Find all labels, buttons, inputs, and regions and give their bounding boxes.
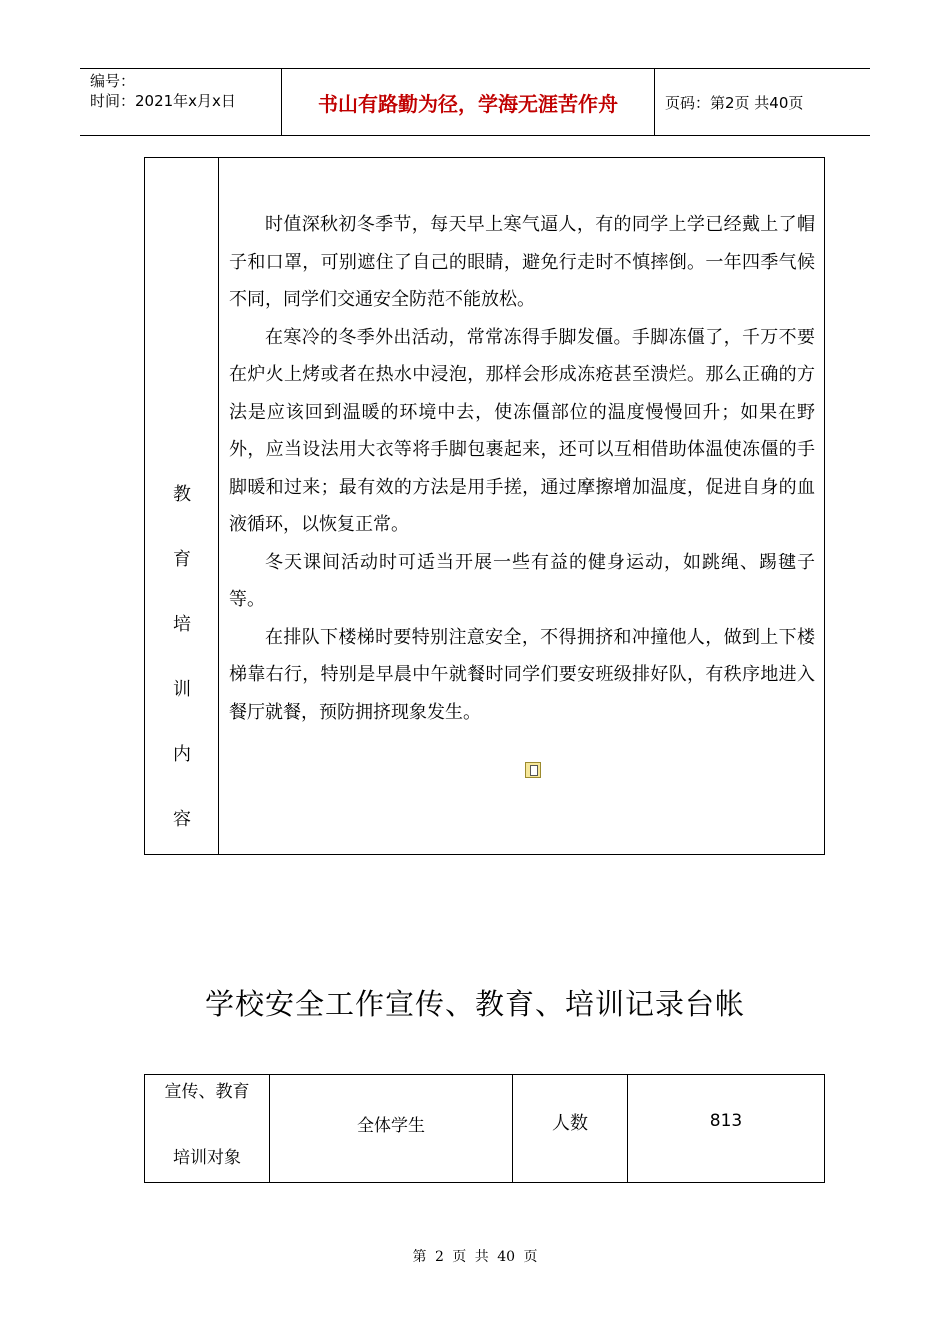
content-paragraph: 时值深秋初冬季节，每天早上寒气逼人，有的同学上学已经戴上了帽子和口罩，可别遮住了自己的眼睛，避免行走时不慎摔倒。一年四季气候不同，同学们交通安全防范不能放松。 (229, 214, 815, 310)
content-paragraph: 冬天课间活动时可适当开展一些有益的健身运动，如跳绳、踢毽子等。 (229, 551, 815, 610)
page-footer: 第 2 页 共 40 页 (412, 1249, 538, 1265)
target-label-line2: 培训对象 (173, 1148, 241, 1168)
document-date: 时间：2021年x月x日 (90, 92, 236, 110)
label-char: 内 (173, 744, 191, 765)
target-label-cell (145, 1075, 270, 1182)
training-content-label-column (145, 158, 219, 854)
target-value: 全体学生 (357, 1116, 425, 1136)
target-label-line1: 宣传、教育 (164, 1082, 250, 1102)
document-number-label: 编号： (90, 72, 136, 90)
count-label: 人数 (552, 1113, 588, 1134)
training-content-table (144, 157, 825, 855)
record-title: 学校安全工作宣传、教育、培训记录台帐 (204, 987, 745, 1021)
count-label-cell (513, 1075, 628, 1182)
header-motto: 书山有路勤为径，学海无涯苦作舟 (282, 69, 655, 135)
label-char: 育 (173, 549, 191, 570)
label-char: 容 (173, 809, 191, 830)
paste-options-icon[interactable] (525, 762, 541, 778)
content-paragraph: 在寒冷的冬季外出活动，常常冻得手脚发僵。手脚冻僵了，千万不要在炉火上烤或者在热水中浸泡，那样会形成冻疮甚至溃烂。那么正确的方法是应该回到温暖的环境中去，使冻僵部位的温度慢慢回升；如果在野外，应当设法用大衣等将手脚包裹起来，还可以互相借助体温使冻僵的手脚暖和过来；最有效的方法是用手搓，通过摩擦增加温度，促进自身的血液循环，以恢复正常。 (229, 326, 815, 535)
record-table (144, 1074, 825, 1183)
target-value-cell (270, 1075, 513, 1182)
training-content-body (229, 206, 815, 731)
label-char: 培 (173, 614, 191, 635)
header-page-info: 页码：第2页 共40页 (665, 93, 804, 112)
count-value-cell (628, 1075, 824, 1182)
page-header (80, 68, 870, 136)
label-char: 教 (173, 484, 191, 505)
label-char: 训 (173, 679, 191, 700)
count-value: 813 (709, 1111, 743, 1131)
content-paragraph: 在排队下楼梯时要特别注意安全，不得拥挤和冲撞他人，做到上下楼梯靠右行，特别是早晨中午就餐时同学们要安班级排好队，有秩序地进入餐厅就餐，预防拥挤现象发生。 (229, 626, 815, 723)
header-meta (80, 69, 282, 135)
